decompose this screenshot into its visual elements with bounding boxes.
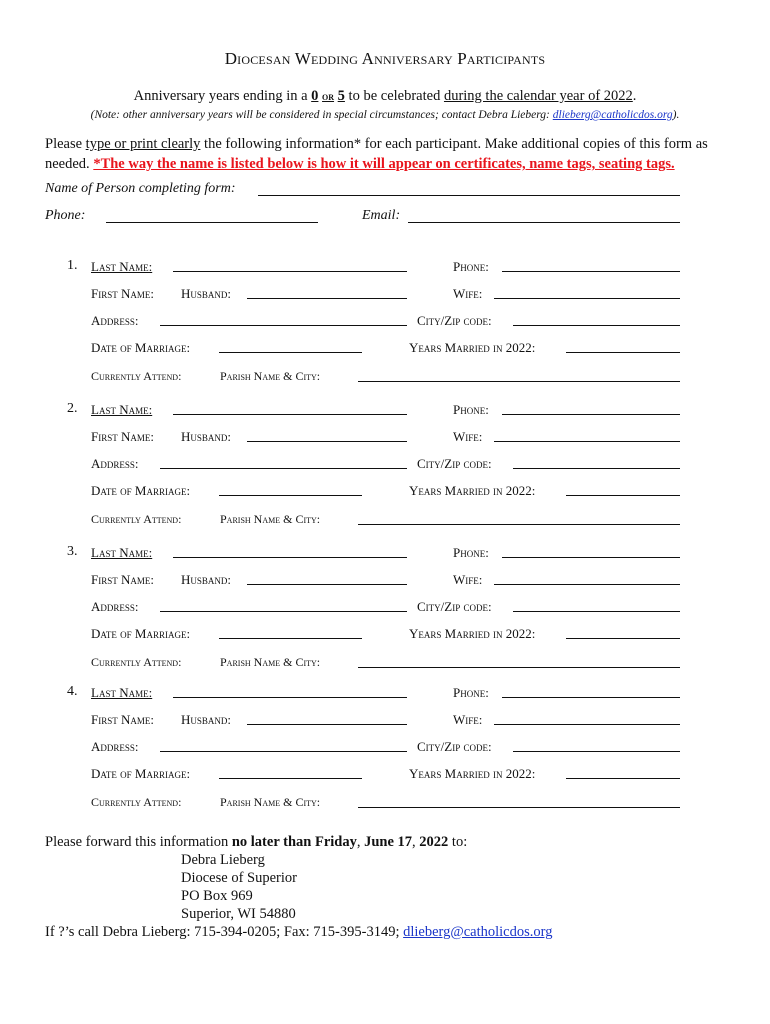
currently-attend-label: Currently Attend: <box>91 369 182 383</box>
address-label: Address: <box>91 313 139 328</box>
instructions-text: Please <box>45 136 86 152</box>
city-zip-field[interactable] <box>513 611 680 612</box>
contact-phone-field[interactable] <box>106 222 318 223</box>
subtitle-zero: 0 <box>311 88 319 104</box>
wife-label: Wife: <box>453 572 483 587</box>
contact-email-field[interactable] <box>408 222 680 223</box>
city-zip-field[interactable] <box>513 751 680 752</box>
years-married-label: Years Married in 2022: <box>409 483 536 498</box>
participant-number: 2. <box>67 401 78 416</box>
date-of-marriage-label: Date of Marriage: <box>91 626 191 641</box>
city-zip-label: City/Zip code: <box>417 739 492 754</box>
note-email-link[interactable]: dlieberg@catholicdos.org <box>552 109 673 121</box>
footer-call <box>45 924 552 941</box>
city-zip-field[interactable] <box>513 325 680 326</box>
phone-field[interactable] <box>502 557 680 558</box>
contact-email-label: Email: <box>362 208 401 223</box>
city-zip-label: City/Zip code: <box>417 599 492 614</box>
address-label: Address: <box>91 739 139 754</box>
date-of-marriage-label: Date of Marriage: <box>91 766 191 781</box>
address-label: Address: <box>91 599 139 614</box>
wife-field[interactable] <box>494 584 680 585</box>
last-name-field[interactable] <box>173 557 407 558</box>
years-married-label: Years Married in 2022: <box>409 340 536 355</box>
footer-deadline: no later than Friday <box>231 834 357 850</box>
last-name-label: Last Name: <box>91 545 153 560</box>
mail-address-line-2: Diocese of Superior <box>181 870 297 886</box>
husband-field[interactable] <box>247 441 407 442</box>
note-text: (Note: other anniversary years will be considered in special circumstances; contact Debra Lieberg: <box>90 109 553 121</box>
date-of-marriage-label: Date of Marriage: <box>91 340 191 355</box>
address-field[interactable] <box>160 611 407 612</box>
footer-date: June 17 <box>364 834 413 850</box>
first-name-label: First Name: <box>91 286 154 301</box>
date-of-marriage-field[interactable] <box>219 638 362 639</box>
parish-field[interactable] <box>358 667 680 668</box>
subtitle-text: Anniversary years ending in a <box>133 88 312 104</box>
parish-field[interactable] <box>358 524 680 525</box>
date-of-marriage-field[interactable] <box>219 495 362 496</box>
note-end: ). <box>672 109 680 121</box>
contact-phone-label: Phone: <box>45 208 86 223</box>
currently-attend-label: Currently Attend: <box>91 655 182 669</box>
husband-label: Husband: <box>181 712 232 727</box>
mail-address-line-4: Superior, WI 54880 <box>181 906 296 922</box>
parish-field[interactable] <box>358 807 680 808</box>
subtitle-end: . <box>632 88 637 104</box>
parish-label: Parish Name & City: <box>220 512 321 526</box>
date-of-marriage-label: Date of Marriage: <box>91 483 191 498</box>
currently-attend-label: Currently Attend: <box>91 795 182 809</box>
wife-field[interactable] <box>494 441 680 442</box>
parish-field[interactable] <box>358 381 680 382</box>
first-name-label: First Name: <box>91 572 154 587</box>
phone-label: Phone: <box>453 259 489 274</box>
mail-address-line-3: PO Box 969 <box>181 888 253 904</box>
years-married-field[interactable] <box>566 495 680 496</box>
instructions-mid: the following information* for each participant. Make additional copies of this form as needed. <box>45 136 708 172</box>
phone-label: Phone: <box>453 685 489 700</box>
city-zip-field[interactable] <box>513 468 680 469</box>
footer-email-link[interactable]: dlieberg@catholicdos.org <box>403 924 553 940</box>
last-name-field[interactable] <box>173 414 407 415</box>
husband-label: Husband: <box>181 572 232 587</box>
first-name-label: First Name: <box>91 429 154 444</box>
last-name-label: Last Name: <box>91 259 153 274</box>
phone-label: Phone: <box>453 545 489 560</box>
currently-attend-label: Currently Attend: <box>91 512 182 526</box>
last-name-label: Last Name: <box>91 402 153 417</box>
husband-field[interactable] <box>247 584 407 585</box>
instructions-underlined: type or print clearly <box>85 136 201 152</box>
city-zip-label: City/Zip code: <box>417 313 492 328</box>
wife-field[interactable] <box>494 298 680 299</box>
last-name-label: Last Name: <box>91 685 153 700</box>
subtitle-or: or <box>322 91 335 103</box>
person-completing-field[interactable] <box>258 195 680 196</box>
phone-field[interactable] <box>502 271 680 272</box>
phone-field[interactable] <box>502 414 680 415</box>
wife-label: Wife: <box>453 429 483 444</box>
years-married-field[interactable] <box>566 352 680 353</box>
husband-field[interactable] <box>247 724 407 725</box>
city-zip-label: City/Zip code: <box>417 456 492 471</box>
wife-label: Wife: <box>453 712 483 727</box>
page-title: Diocesan Wedding Anniversary Participants <box>224 49 546 68</box>
years-married-label: Years Married in 2022: <box>409 766 536 781</box>
footer-end: to: <box>448 834 468 850</box>
instructions <box>45 134 735 174</box>
footer-call-text: If ?’s call Debra Lieberg: 715-394-0205; Fax: 715-395-3149; <box>45 924 404 940</box>
person-completing-label: Name of Person completing form: <box>45 181 236 196</box>
first-name-label: First Name: <box>91 712 154 727</box>
years-married-field[interactable] <box>566 638 680 639</box>
footer-comma: , <box>356 834 365 850</box>
mail-address-line-1: Debra Lieberg <box>181 852 265 868</box>
subtitle-calendar-year: during the calendar year of 2022 <box>443 88 633 104</box>
phone-label: Phone: <box>453 402 489 417</box>
footer-instruction <box>45 834 467 851</box>
subtitle-mid: to be celebrated <box>344 88 444 104</box>
husband-field[interactable] <box>247 298 407 299</box>
wife-field[interactable] <box>494 724 680 725</box>
footer-comma: , <box>412 834 420 850</box>
instructions-warning: *The way the name is listed below is how it will appear on certificates, name tags, seating tags. <box>93 156 675 172</box>
address-field[interactable] <box>160 325 407 326</box>
parish-label: Parish Name & City: <box>220 795 321 809</box>
date-of-marriage-field[interactable] <box>219 352 362 353</box>
address-field[interactable] <box>160 751 407 752</box>
wife-label: Wife: <box>453 286 483 301</box>
address-field[interactable] <box>160 468 407 469</box>
note <box>0 109 770 121</box>
last-name-field[interactable] <box>173 697 407 698</box>
last-name-field[interactable] <box>173 271 407 272</box>
participant-number: 3. <box>67 544 78 559</box>
husband-label: Husband: <box>181 429 232 444</box>
address-label: Address: <box>91 456 139 471</box>
husband-label: Husband: <box>181 286 232 301</box>
participant-number: 1. <box>67 258 78 273</box>
subtitle-five: 5 <box>337 88 345 104</box>
years-married-label: Years Married in 2022: <box>409 626 536 641</box>
footer-year: 2022 <box>419 834 449 850</box>
participant-number: 4. <box>67 684 78 699</box>
footer-text: Please forward this information <box>45 834 232 850</box>
years-married-field[interactable] <box>566 778 680 779</box>
phone-field[interactable] <box>502 697 680 698</box>
subtitle <box>0 88 770 105</box>
parish-label: Parish Name & City: <box>220 369 321 383</box>
date-of-marriage-field[interactable] <box>219 778 362 779</box>
parish-label: Parish Name & City: <box>220 655 321 669</box>
